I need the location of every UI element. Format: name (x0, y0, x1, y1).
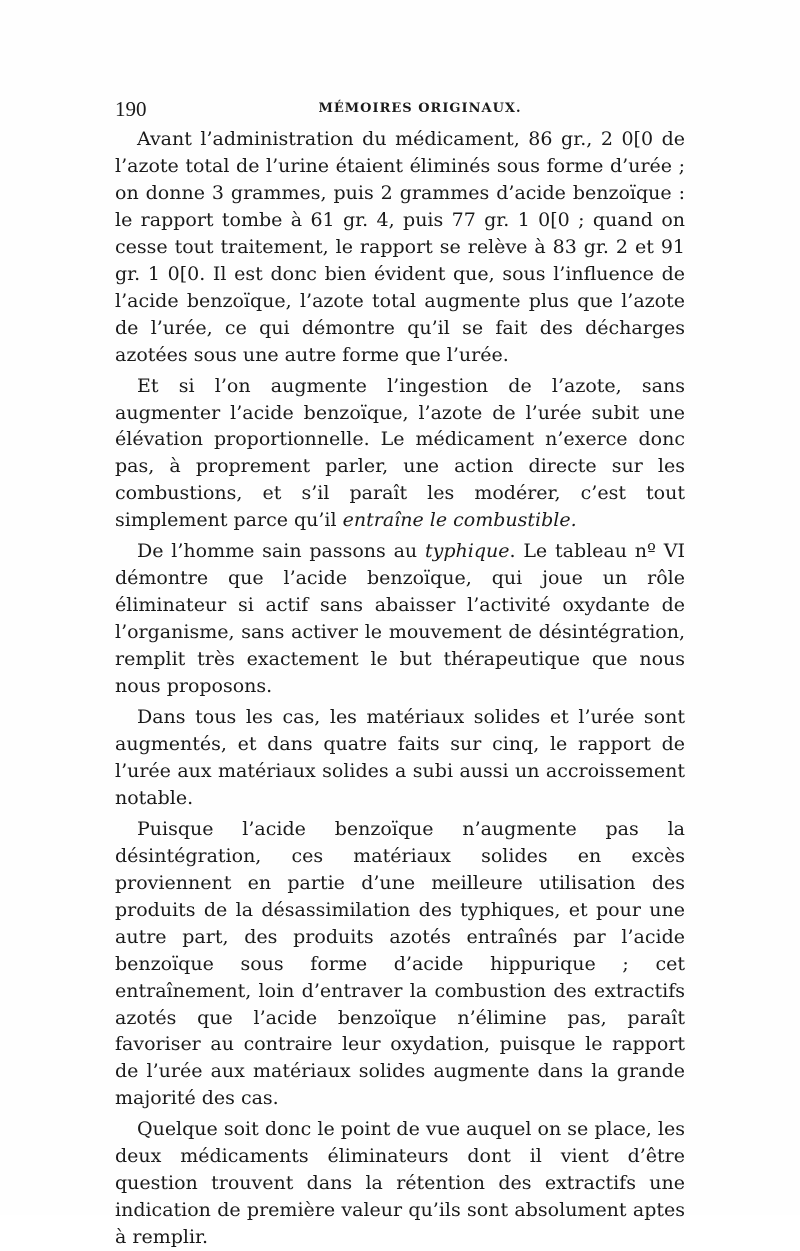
paragraph-5: Puisque l’acide benzoïque n’augmente pas la désintégration, ces matériaux solides en excès proviennent en partie d’une meilleure utilisation des produits de la désassimilation des typhiques, et pour une autre part, des produits azotés entraînés par l’acide benzoïque sous forme d’acide hippurique ; cet entraînement, loin d’entraver la combustion des extractifs azotés que l’acide benzoïque n’élimine pas, paraît favoriser au contraire leur oxydation, puisque le rapport de l’urée aux matériaux solides augmente dans la grande majorité des cas. (115, 817, 685, 1110)
paragraph-1: Avant l’administration du médicament, 86 gr., 2 0[0 de l’azote total de l’urine étaient éliminés sous forme d’urée ; on donne 3 grammes, puis 2 grammes d’acide benzoïque : le rapport tombe à 61 gr. 4, puis 77 gr. 1 0[0 ; quand on cesse tout traitement, le rapport se relève à 83 gr. 2 et 91 gr. 1 0[0. Il est donc bien évident que, sous l’influence de l’acide benzoïque, l’azote total augmente plus que l’azote de l’urée, ce qui démontre qu’il se fait des décharges azotées sous une autre forme que l’urée. (115, 128, 685, 366)
paragraph-2 (115, 373, 685, 535)
body-text (115, 126, 685, 1251)
page-header (115, 94, 685, 124)
running-title: MÉMOIRES ORIGINAUX. (318, 101, 522, 116)
paragraph-4: Dans tous les cas, les matériaux solides et l’urée sont augmentés, et dans quatre faits sur cinq, le rapport de l’urée aux matériaux solides a subi aussi un accroissement notable. (115, 706, 685, 809)
page-number: 190 (115, 97, 147, 121)
paragraph-3-text: De l’homme sain passons au (137, 540, 425, 563)
paragraph-3 (115, 538, 685, 700)
paragraph-6: Quelque soit donc le point de vue auquel on se place, les deux médicaments éliminateurs dont il vient d’être question trouvent dans la rétention des extractifs une indication de première valeur qu’ils sont absolument aptes à remplir. (115, 1118, 685, 1249)
paragraph-3-tail: . Le tableau nº VI démontre que l’acide benzoïque, qui joue un rôle éliminateur si actif sans abaisser l’activité oxydante de l’organisme, sans activer le mouvement de désintégration, remplit très exactement le but thérapeutique que nous nous proposons. (115, 540, 686, 698)
paragraph-3-italic: typhique (424, 540, 510, 563)
paragraph-2-text: Et si l’on augmente l’ingestion de l’azote, sans augmenter l’acide benzoïque, l’azote de l’urée subit une élévation proportionnelle. Le médicament n’exerce donc pas, à proprement parler, une action directe sur les combustions, et s’il paraît les modérer, c’est tout simplement parce qu’il (115, 374, 685, 532)
paragraph-2-italic: entraîne le combustible. (342, 509, 577, 532)
